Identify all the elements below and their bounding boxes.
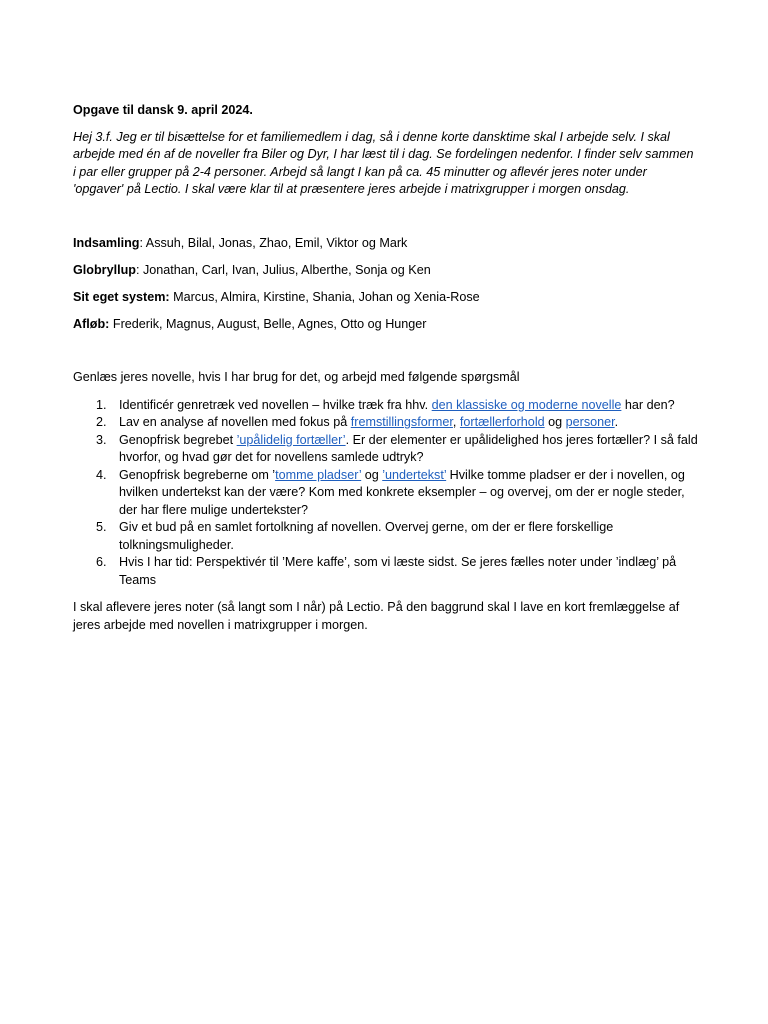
link-personer[interactable]: personer [565,415,615,430]
group-globryllup [73,262,698,280]
task-text: og [361,467,383,482]
task-number: 3. [96,432,107,447]
link-undertekst[interactable]: ’undertekst’ [382,467,447,482]
group-separator: : [139,235,146,250]
closing-paragraph: I skal aflevere jeres noter (så langt som I når) på Lectio. På den baggrund skal I lave en kort fremlæggelse af jeres arbejde med novellen i matrixgrupper i morgen. [73,600,680,632]
group-separator: : [135,262,143,277]
task-text: Hvilke tomme pladser er der i novellen, og hvilken undertekst kan der være? Kom med konkrete eksempler – og overvej, om der er nogle steder, der har flere mulige undertekster? [119,467,685,517]
task-text: . Er der elementer er upålidelighed hos jeres fortæller? I så fald hvorfor, og hvad gør det for novellens samlede udtryk? [119,432,698,465]
task-text: og [544,415,566,430]
group-afloeb [73,316,698,334]
task-text: , [452,415,460,430]
task-item [96,519,698,554]
group-members: Assuh, Bilal, Jonas, Zhao, Emil, Viktor og Mark [145,235,408,250]
task-text: Genopfrisk begreberne om ’ [119,467,276,482]
task-text: Genopfrisk begrebet [119,432,237,447]
intro-paragraph: Hej 3.f. Jeg er til bisættelse for et familiemedlem i dag, så i denne korte dansktime skal I arbejde selv. I skal arbejde med én af de noveller fra Biler og Dyr, I har læst til i dag. Se fordelingen nedenfor. I finder selv sammen i par eller grupper på 2-4 personer. Arbejd så langt I kan på ca. 45 minutter og aflevér jeres noter under 'opgaver' på Lectio. I skal være klar til at præsentere jeres arbejde i matrixgrupper i morgen onsdag. [73,129,694,196]
link-tomme-pladser[interactable]: tomme pladser’ [275,467,362,482]
task-text: Giv et bud på en samlet fortolkning af novellen. Overvej gerne, om der er flere forskellige tolkningsmuligheder. [119,520,614,552]
group-members: Marcus, Almira, Kirstine, Shania, Johan og Xenia-Rose [173,289,480,304]
task-text: Identificér genretræk ved novellen – hvilke træk fra hhv. [119,397,432,412]
instruction-text: Genlæs jeres novelle, hvis I har brug for det, og arbejd med følgende spørgsmål [73,370,520,385]
group-name: Indsamling [73,235,140,250]
task-item [96,414,698,432]
group-list [73,235,698,334]
task-list [73,397,698,590]
task-number: 5. [96,520,107,535]
link-fremstillingsformer[interactable]: fremstillingsformer [350,415,453,430]
document-title: Opgave til dansk 9. april 2024. [73,103,253,117]
group-members: Frederik, Magnus, August, Belle, Agnes, Otto og Hunger [112,316,427,331]
group-sit-eget-system [73,289,698,307]
task-number: 2. [96,415,107,430]
group-name: Globryllup [73,262,136,277]
link-upaalidelig-fortaeller[interactable]: ’upålidelig fortæller’ [236,432,346,447]
link-klassisk-moderne-novelle[interactable]: den klassiske og moderne novelle [431,397,622,412]
task-item [96,432,698,467]
task-number: 4. [96,467,107,482]
group-name: Sit eget system: [73,289,170,304]
task-text: Hvis I har tid: Perspektivér til ’Mere kaffe’, som vi læste sidst. Se jeres fælles noter under ’indlæg’ på Teams [119,555,677,587]
task-text: . [614,415,619,430]
task-text: har den? [621,397,675,412]
link-fortaellerforhold[interactable]: fortællerforhold [459,415,545,430]
task-item [96,554,698,589]
group-name: Afløb: [73,316,110,331]
task-number: 1. [96,397,107,412]
task-item [96,397,698,415]
task-number: 6. [96,555,107,570]
document-page [73,102,698,634]
group-indsamling [73,235,698,253]
group-members: Jonathan, Carl, Ivan, Julius, Alberthe, Sonja og Ken [142,262,431,277]
task-item [96,467,698,520]
task-text: Lav en analyse af novellen med fokus på [119,415,351,430]
